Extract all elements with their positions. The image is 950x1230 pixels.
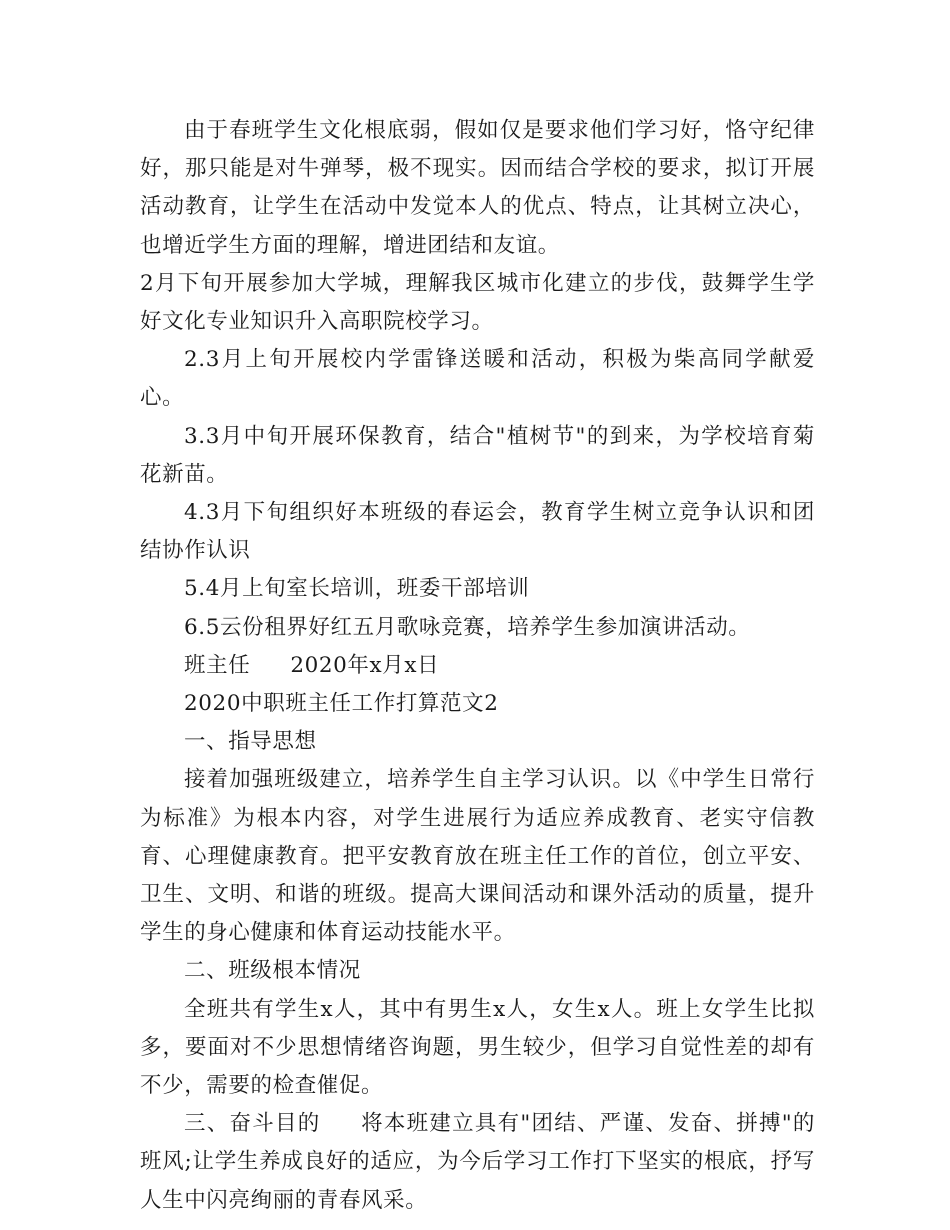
paragraph-item-6: 6.5云份租界好红五月歌咏竞赛，培养学生参加演讲活动。 [184, 614, 751, 640]
paragraph-item-4: 4.3月下旬组织好本班级的春运会，教育学生树立竞争认识和团结协作认识 [140, 500, 815, 564]
signature-role: 班主任 [184, 652, 251, 678]
paragraph-guiding-ideas: 接着加强班级建立，培养学生自主学习认识。以《中学生日常行为标准》为根本内容，对学生进展行为适应养成教育、老实守信教育、心理健康教育。把平安教育放在班主任工作的首位，创立平安、卫生、文明、和谐的班级。提高大课间活动和课外活动的质量，提升学生的身心健康和体育运动技能水平。 [140, 767, 815, 946]
goals-body: 将本班建立具有"团结、严谨、发奋、拼搏"的班风;让学生养成良好的适应，为今后学习工作打下坚实的根底，抒写人生中闪亮绚丽的青春风采。 [140, 1111, 815, 1213]
paragraph-item-5: 5.4月上旬室长培训，班委干部培训 [184, 576, 530, 602]
section-heading-1: 一、指导思想 [184, 729, 317, 755]
signature-date: 2020年x月x日 [290, 652, 440, 678]
paragraph-item-2: 2.3月上旬开展校内学雷锋送暖和活动，积极为柴高同学献爱心。 [140, 347, 815, 411]
section-heading-3: 三、奋斗目的 [184, 1111, 321, 1137]
paragraph-class-situation: 全班共有学生x人，其中有男生x人，女生x人。班上女学生比拟多，要面对不少思想情绪咨询题，男生较少，但学习自觉性差的却有不少，需要的检查催促。 [140, 996, 815, 1099]
paragraph-item-1: 2月下旬开展参加大学城，理解我区城市化建立的步伐，鼓舞学生学好文化专业知识升入高职院校学习。 [140, 270, 815, 335]
document-body [140, 112, 815, 1220]
section-heading-2: 二、班级根本情况 [184, 958, 361, 984]
paragraph-item-3: 3.3月中旬开展环保教育，结合"植树节"的到来，为学校培育菊花新苗。 [140, 423, 815, 487]
signature-line [140, 647, 815, 685]
document-title: 2020中职班主任工作打算范文2 [184, 691, 499, 717]
paragraph-goals [140, 1105, 815, 1220]
paragraph-intro: 由于春班学生文化根底弱，假如仅是要求他们学习好，恪守纪律好，那只能是对牛弹琴，极不现实。因而结合学校的要求，拟订开展活动教育，让学生在活动中发觉本人的优点、特点，让其树立决心，也增近学生方面的理解，增进团结和友谊。 [140, 118, 815, 258]
